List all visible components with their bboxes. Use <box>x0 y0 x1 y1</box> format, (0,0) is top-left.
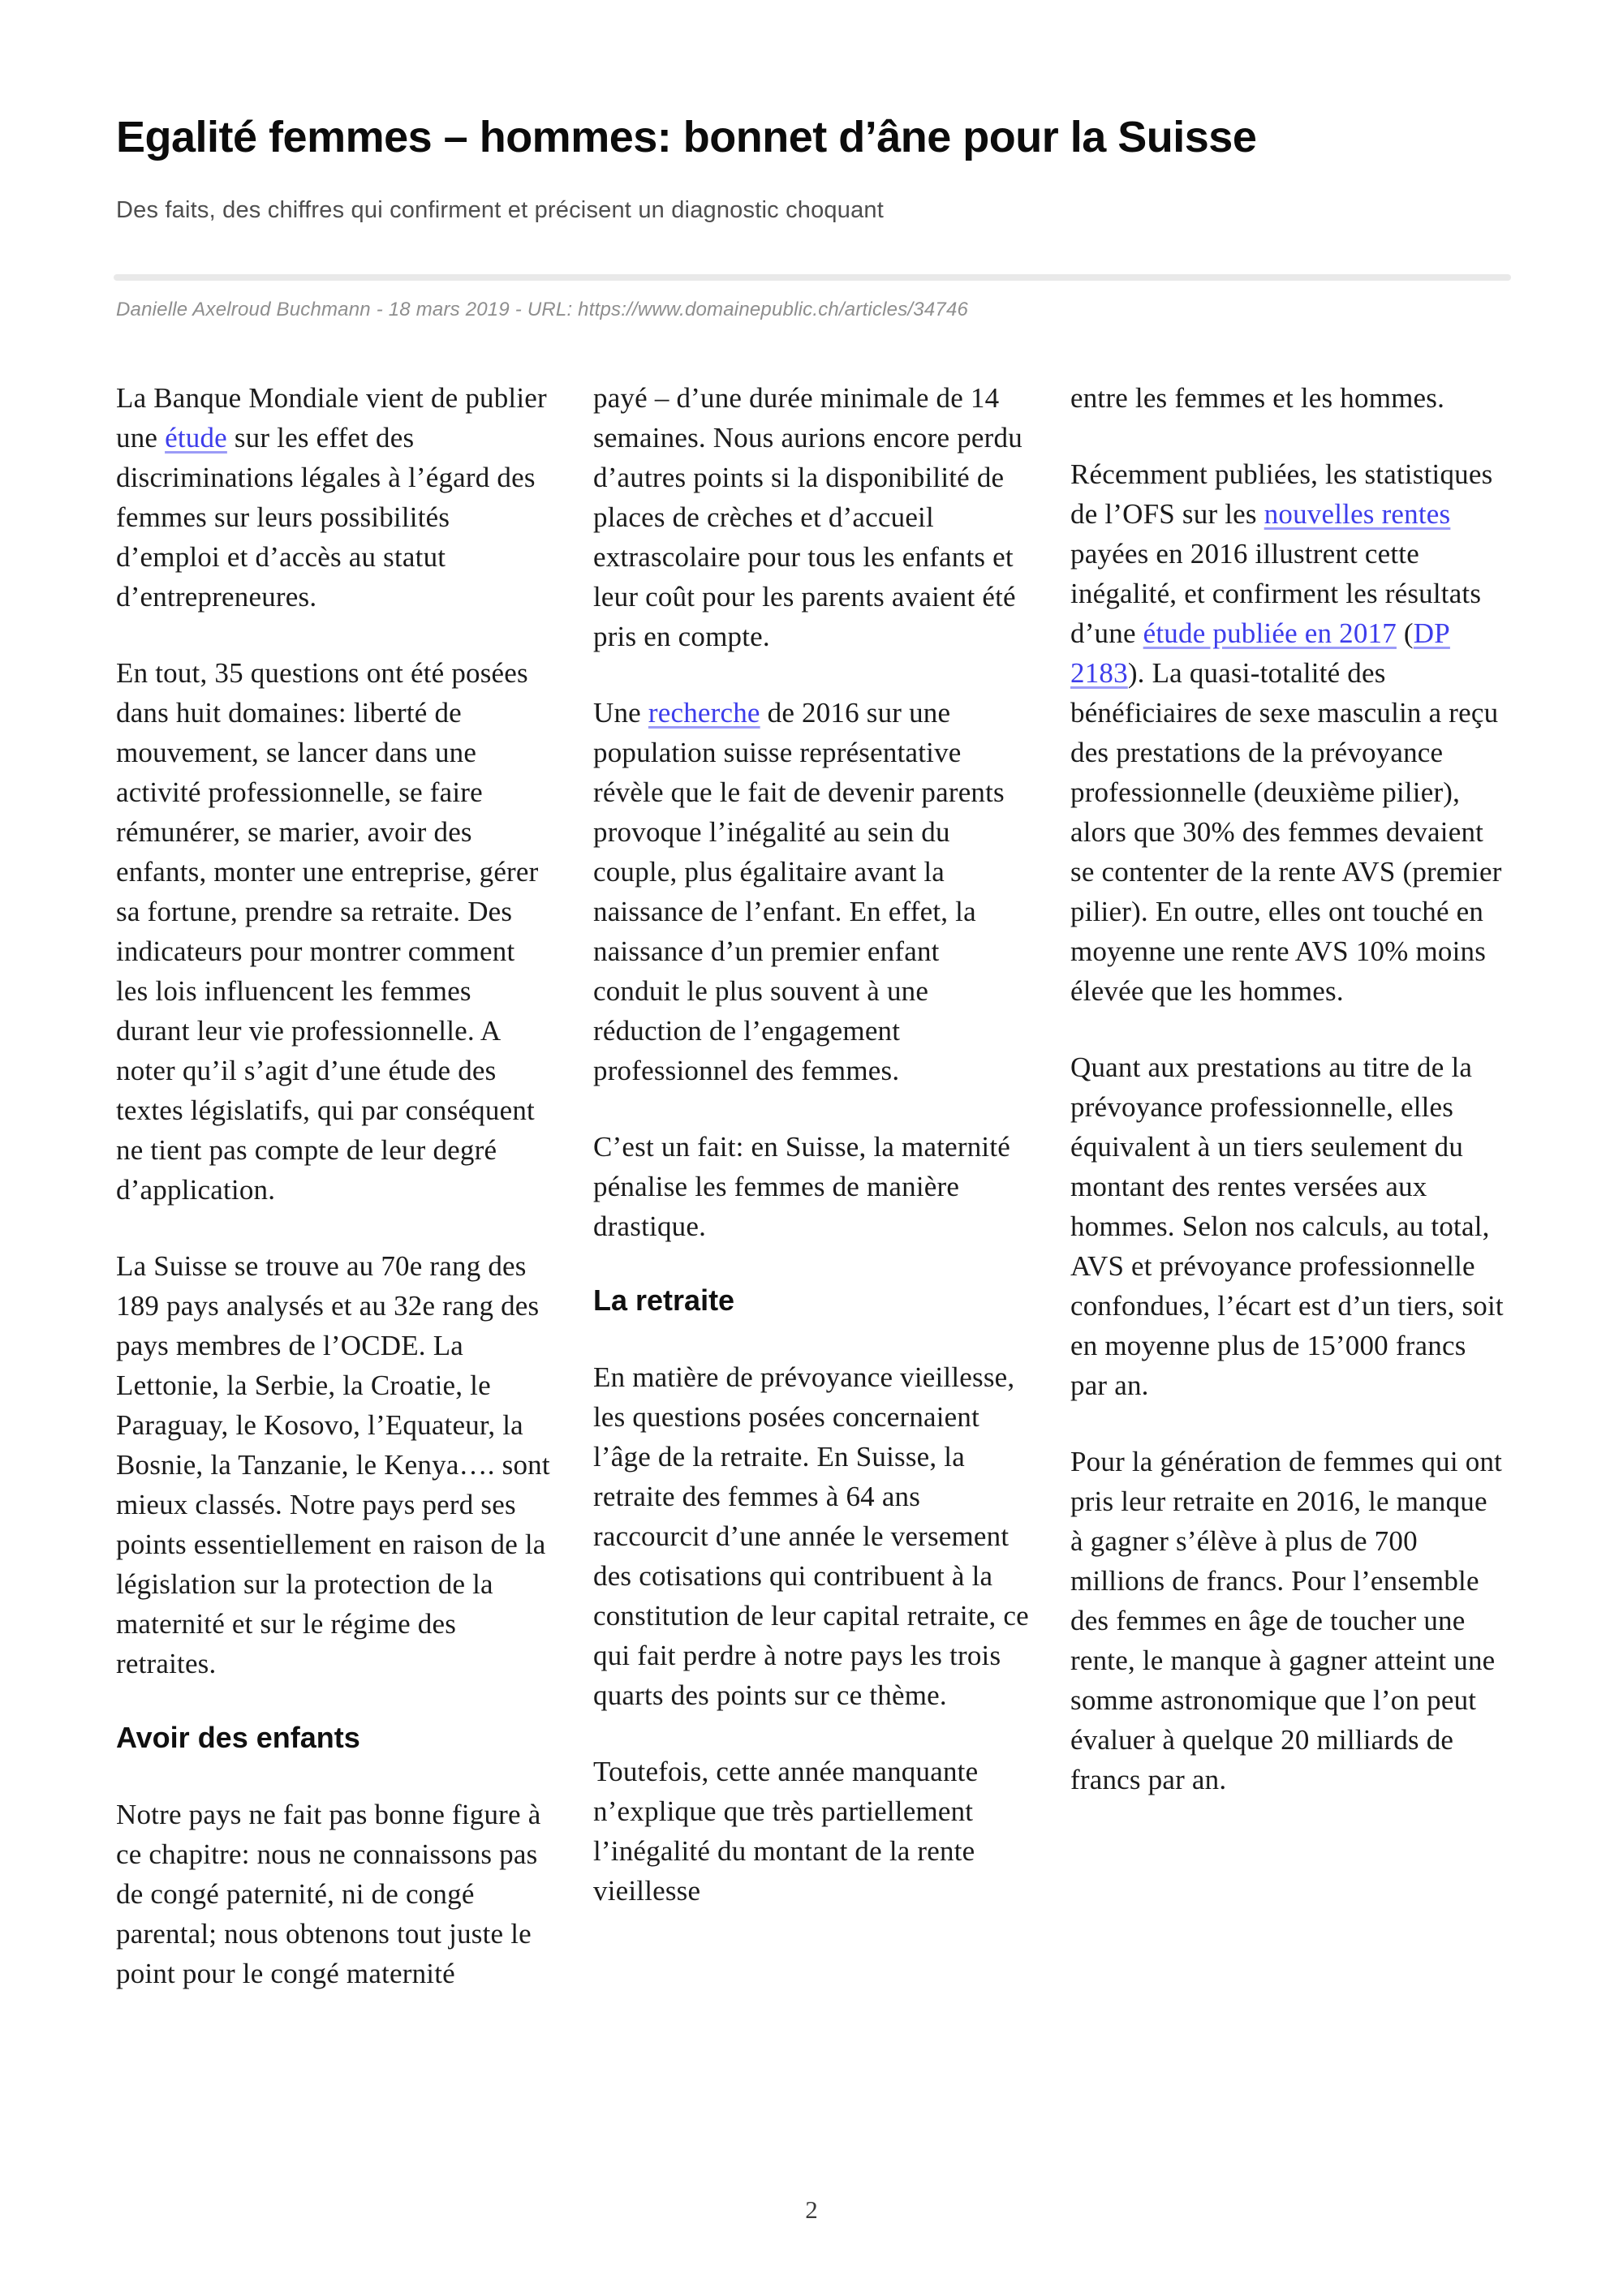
article-subtitle: Des faits, des chiffres qui confirment et précisent un diagnostic choquant <box>116 197 884 223</box>
body-paragraph: Pour la génération de femmes qui ont pris leur retraite en 2016, le manque à gagner s’élève à plus de 700 millions de francs. Pour l’ensemble des femmes en âge de toucher une rente, le manque à gagner atteint une somme astronomique que l’on peut évaluer à quelque 20 milliards de francs par an. <box>1070 1446 1503 1795</box>
body-paragraph: payé – d’une durée minimale de 14 semaines. Nous aurions encore perdu d’autres points si la disponibilité de places de crèches et d’accueil extrascolaire pour tous les enfants et leur coût pour les parents avaient été pris en compte. <box>593 382 1022 652</box>
body-paragraph: Récemment publiées, les statistiques de l’OFS sur les nouvelles rentes payées en 2016 illustrent cette inégalité, et confirment les résultats d’une étude publiée en 2017 (DP 2183). La quasi-totalité des bénéficiaires de sexe masculin a reçu des prestations de la prévoyance professionnelle (deuxième pilier), alors que 30% des femmes devaient se contenter de la rente AVS (premier pilier). En outre, elles ont touché en moyenne une rente AVS 10% moins élevée que les hommes. <box>1070 458 1502 1007</box>
body-paragraph: Notre pays ne fait pas bonne figure à ce chapitre: nous ne connaissons pas de congé paternité, ni de congé parental; nous obtenons tout juste le point pour le congé maternité <box>116 1799 541 1989</box>
article-byline: Danielle Axelroud Buchmann - 18 mars 2019 - URL: https://www.domainepublic.ch/articles/34746 <box>116 299 969 320</box>
inline-link[interactable]: étude <box>165 422 227 454</box>
section-heading: Avoir des enfants <box>116 1721 360 1754</box>
inline-link[interactable]: recherche <box>648 697 760 729</box>
text-column <box>1070 378 1506 2030</box>
body-paragraph: En matière de prévoyance vieillesse, les questions posées concernaient l’âge de la retraite. En Suisse, la retraite des femmes à 64 ans raccourcit d’une année le versement des cotisations qui contribuent à la constitution de leur capital retraite, ce qui fait perdre à notre pays les trois quarts des points sur ce thème. <box>593 1361 1029 1711</box>
text-column <box>593 378 1029 2030</box>
text-column <box>116 378 552 2030</box>
body-paragraph: Toutefois, cette année manquante n’explique que très partiellement l’inégalité du montant de la rente vieillesse <box>593 1756 979 1907</box>
body-paragraph: La Suisse se trouve au 70e rang des 189 pays analysés et au 32e rang des pays membres de l’OCDE. La Lettonie, la Serbie, la Croatie, le Paraguay, le Kosovo, l’Equateur, la Bosnie, la Tanzanie, le Kenya…. sont mieux classés. Notre pays perd ses points essentiellement en raison de la législation sur la protection de la maternité et sur le régime des retraites. <box>116 1250 550 1679</box>
divider <box>114 274 1511 281</box>
inline-link[interactable]: étude publiée en 2017 <box>1143 617 1397 649</box>
body-paragraph: La Banque Mondiale vient de publier une étude sur les effet des discriminations légales à l’égard des femmes sur leurs possibilités d’emploi et d’accès au statut d’entrepreneures. <box>116 382 547 613</box>
body-paragraph: entre les femmes et les hommes. <box>1070 382 1445 414</box>
body-paragraph: C’est un fait: en Suisse, la maternité pénalise les femmes de manière drastique. <box>593 1131 1011 1242</box>
inline-link[interactable]: DP 2183 <box>1070 617 1450 689</box>
page-number: 2 <box>805 2195 818 2224</box>
article-columns <box>116 378 1506 2030</box>
body-paragraph: Quant aux prestations au titre de la prévoyance professionnelle, elles équivalent à un tiers seulement du montant des rentes versées aux hommes. Selon nos calculs, au total, AVS et prévoyance professionnelle confondues, l’écart est d’un tiers, soit en moyenne plus de 15’000 francs par an. <box>1070 1051 1504 1401</box>
page-title: Egalité femmes – hommes: bonnet d’âne pour la Suisse <box>116 113 1257 161</box>
body-paragraph: Une recherche de 2016 sur une population suisse représentative révèle que le fait de devenir parents provoque l’inégalité au sein du couple, plus égalitaire avant la naissance de l’enfant. En effet, la naissance d’un premier enfant conduit le plus souvent à une réduction de l’engagement professionnel des femmes. <box>593 697 1005 1086</box>
section-heading: La retraite <box>593 1283 735 1317</box>
inline-link[interactable]: nouvelles rentes <box>1264 498 1451 530</box>
body-paragraph: En tout, 35 questions ont été posées dans huit domaines: liberté de mouvement, se lancer dans une activité professionnelle, se faire rémunérer, se marier, avoir des enfants, monter une entreprise, gérer sa fortune, prendre sa retraite. Des indicateurs pour montrer comment les lois influencent les femmes durant leur vie professionnelle. A noter qu’il s’agit d’une étude des textes législatifs, qui par conséquent ne tient pas compte de leur degré d’application. <box>116 657 539 1206</box>
